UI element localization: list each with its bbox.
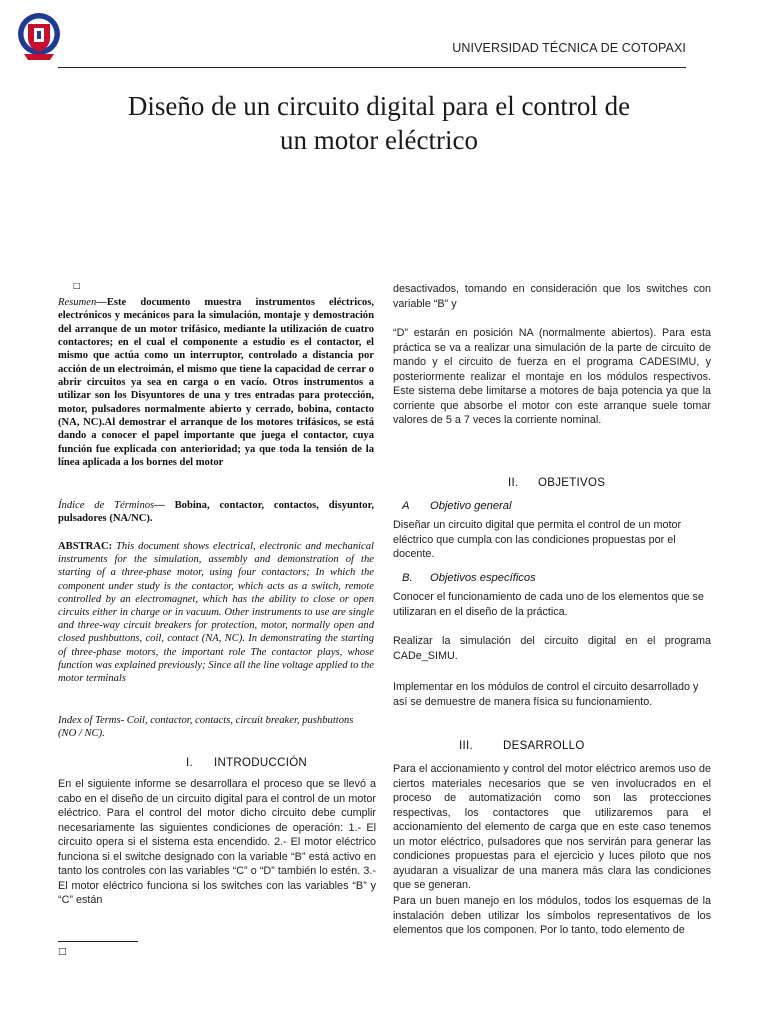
intro-continued-2: “D” estarán en posición NA (normalmente abiertos). Para esta práctica se va a realizar una simulación de la parte de circuito de mando y el circuito de fuerza en el programa CADESIMU, y posteriormente realizar el montaje en los módulos respectivos. Este sistema debe limitarse a motores de baja potencia ya que la corriente que absorbe el motor con este arranque suele tomar valores de 5 a 7 veces la corriente nominal. bbox=[393, 327, 711, 426]
intro-paragraph: En el siguiente informe se desarrollara el proceso que se llevó a cabo en el diseño de un circuito digital para el control de un motor eléctrico. Para el control del motor dicho circuito debe cumplir necesariamente las siguientes condiciones de operación: 1.- El circuito opera si el sistema esta encendido. 2.- El motor eléctrico funciona si el switche designado con la variable “B” está activo en tanto los controles con las variables “C” o “D” también lo estén. 3.- El motor eléctrico funciona si los switches con las variables “B” y “C” están bbox=[58, 778, 376, 906]
university-logo-icon bbox=[16, 10, 62, 62]
footnote-rule bbox=[58, 941, 138, 942]
intro-continued-1: desactivados, tomando en consideración que los switches con variable “B” y bbox=[393, 283, 711, 310]
objetivo-especifico-1: Conocer el funcionamiento de cada uno de los elementos que se utilizaran en el diseño de la práctica. bbox=[393, 591, 704, 618]
section-number: III. bbox=[459, 740, 473, 752]
footnote-box-icon: □ bbox=[58, 947, 67, 957]
subheading-especificos bbox=[402, 572, 536, 584]
abstract-dash: — bbox=[96, 297, 107, 308]
title-line-2: un motor eléctrico bbox=[280, 125, 478, 155]
paper-title bbox=[70, 89, 688, 157]
objetivo-especifico-2: Realizar la simulación del circuito digital en el programa CADe_SIMU. bbox=[393, 635, 711, 662]
section-heading-desarrollo bbox=[459, 740, 585, 752]
objetivo-especifico-3: Implementar en los módulos de control el circuito desarrollado y así se demuestre de manera física su funcionamiento. bbox=[393, 681, 699, 708]
desarrollo-paragraph-2: Para un buen manejo en los módulos, todos los esquemas de la instalación deben utilizar los símbolos representativos de los elementos que los componen. Por lo tanto, todo elemento de bbox=[393, 895, 711, 936]
abstract-en-text: This document shows electrical, electronic and mechanical instruments for the simulation, assembly and demonstration of the starting of a three-phase motor, using four contactors; In which the component under study is the contactor, which acts as a switch, remote controlled by an electromagnet, which has the ability to close or open circuits either in charge or in vacuum. Other instruments to use are single and three-way circuit breakers for protection, motor, normally open and closed pushbuttons, coil, contact (NA, NC). In demonstrating the starting of three-phase motors, the important role The contactor plays, whose function was explained previously; Since all the line voltage applied to the motor terminals bbox=[58, 541, 374, 685]
objetivo-general-text: Diseñar un circuito digital que permita el control de un motor eléctrico que cumpla con las condiciones propuestas por el docente. bbox=[393, 519, 682, 560]
index-text: Bobina, contactor, contactos, disyuntor, pulsadores (NA/NC). bbox=[58, 500, 374, 525]
section-heading-intro bbox=[186, 757, 307, 769]
section-title: OBJETIVOS bbox=[538, 477, 606, 489]
header-rule bbox=[58, 67, 686, 68]
subheading-letter: B. bbox=[402, 572, 413, 584]
desarrollo-paragraph-1: Para el accionamiento y control del motor eléctrico aremos uso de ciertos materiales necesarios que se ven involucrados en el proceso de automatización como son las protecciones respectivas, los contactores que utilizaremos para el accionamiento del elemento de carga que en este caso tenemos un motor eléctrico, pulsadores que nos servirán para generar las condiciones propuestas para el ejercicio y luces piloto que nos ayudaran a visualizar de una manera más clara las condiciones que se generan. bbox=[393, 763, 711, 891]
university-name: UNIVERSIDAD TÉCNICA DE COTOPAXI bbox=[452, 41, 686, 55]
subheading-title: Objetivo general bbox=[430, 500, 512, 512]
section-title: INTRODUCCIÓN bbox=[214, 757, 308, 769]
index-terms-en: Index of Terms- Coil, contactor, contacts, circuit breaker, pushbuttons (NO / NC). bbox=[58, 715, 354, 740]
placeholder-box-icon: □ bbox=[73, 281, 81, 290]
index-label: Índice de Términos bbox=[58, 500, 155, 511]
subheading-title: Objetivos específicos bbox=[430, 572, 536, 584]
section-heading-objetivos bbox=[508, 477, 605, 489]
subheading-general bbox=[402, 500, 511, 512]
index-terms-es bbox=[58, 499, 374, 526]
section-number: I. bbox=[186, 757, 193, 769]
abstract-text: Este documento muestra instrumentos eléctricos, electrónicos y mecánicos para la simulación, montaje y demostración del arranque de un motor trifásico, mediante la utilización de cuatro contactores; en el cual el componente a estudio es el contactor, el mismo que actúa como un interruptor, controlado a distancia por acción de un electroimán, el mismo que tiene la capacidad de cerrar o abrir circuitos ya sea en carga o en vacío. Otros instrumentos a utilizar son los Disyuntores de una y tres entradas para protección, motor, pulsadores normalmente abierto y cerrado, bobina, contacto (NA, NC).Al demostrar el arranque de los motores trifásicos, se está dando a conocer el papel importante que juega el contactor, cuya función fue explicada con anterioridad; ya que toda la tensión de la línea aplicada a los bornes del motor bbox=[58, 297, 374, 469]
abstract-es bbox=[58, 296, 374, 469]
title-line-1: Diseño de un circuito digital para el control de bbox=[127, 91, 631, 121]
section-title: DESARROLLO bbox=[503, 740, 585, 752]
index-dash: — bbox=[154, 500, 165, 511]
abstract-label: Resumen bbox=[58, 297, 97, 308]
subheading-letter: A bbox=[402, 500, 410, 512]
abstract-en bbox=[58, 540, 374, 685]
section-number: II. bbox=[508, 477, 519, 489]
abstract-en-label: ABSTRAC: bbox=[58, 541, 113, 552]
